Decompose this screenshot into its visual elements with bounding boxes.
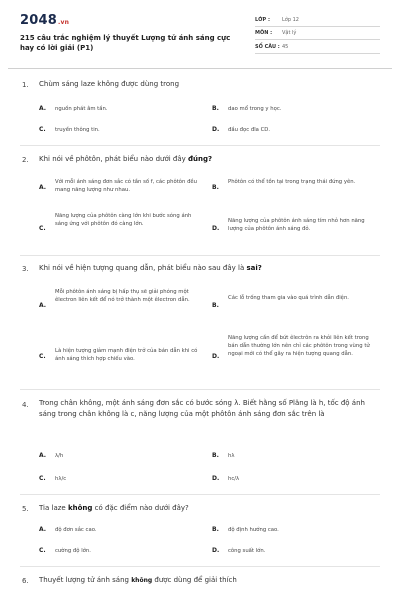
option-text[interactable]: Mỗi phôtôn ánh sáng bị hấp thụ sẽ giải phóng một êlectron liên kết để nó trở thành một êlectron dẫn. <box>55 289 190 303</box>
option-text[interactable]: Với mỗi ánh sáng đơn sắc có tần số f, các phôtôn đều mang năng lượng như nhau. <box>55 179 198 193</box>
option-letter[interactable]: D. <box>212 547 220 554</box>
meta-label-subject: MÔN : <box>255 30 273 36</box>
option-text[interactable]: nguồn phát âm tần. <box>55 106 108 112</box>
option-letter[interactable]: A. <box>39 526 47 533</box>
option-letter[interactable]: D. <box>212 126 220 133</box>
option-formula[interactable]: λ/h <box>55 453 64 459</box>
question-number: 5. <box>22 505 29 513</box>
option-letter[interactable]: B. <box>212 184 219 191</box>
option-text[interactable]: truyền thông tin. <box>55 127 100 133</box>
option-letter[interactable]: D. <box>212 475 220 482</box>
meta-divider <box>255 39 380 40</box>
option-letter[interactable]: A. <box>39 105 47 112</box>
option-letter[interactable]: C. <box>39 475 46 482</box>
option-letter[interactable]: B. <box>212 526 219 533</box>
question-number: 3. <box>22 265 29 273</box>
option-text[interactable]: cường độ lớn. <box>55 548 91 554</box>
option-letter[interactable]: D. <box>212 353 220 360</box>
option-letter[interactable]: A. <box>39 302 47 309</box>
option-formula[interactable]: hc/λ <box>228 476 240 482</box>
question-text: Chùm sáng laze không được dùng trong <box>39 80 180 88</box>
option-text[interactable]: Là hiện tượng giảm mạnh điện trở của bán dẫn khi có ánh sáng thích hợp chiếu vào. <box>55 348 198 362</box>
question-text: Trong chân không, một ánh sáng đơn sắc có bước sóng λ. Biết hằng số Plăng là h, tốc độ ánh sáng trong chân không là c, năng lượng của một phôtôn ánh sáng đơn sắc trên là <box>39 399 365 418</box>
question-divider <box>20 255 380 256</box>
option-text[interactable]: độ định hướng cao. <box>228 527 279 533</box>
option-letter[interactable]: A. <box>39 452 47 459</box>
page-title: 215 câu trắc nghiệm lý thuyết Lượng tử ánh sáng cực hay có lời giải (P1) <box>20 34 231 52</box>
meta-label-class: LỚP : <box>255 17 270 23</box>
question-divider <box>20 494 380 495</box>
question-number: 1. <box>22 81 29 89</box>
header-divider <box>8 68 392 69</box>
option-text[interactable]: công suất lớn. <box>228 548 266 554</box>
question-text: Thuyết lượng tử ánh sáng không được dùng để giải thích <box>39 576 237 584</box>
option-letter[interactable]: C. <box>39 353 46 360</box>
option-letter[interactable]: C. <box>39 126 46 133</box>
question-number: 2. <box>22 156 29 164</box>
question-divider <box>20 389 380 390</box>
meta-label-count: SỐ CÂU : <box>255 44 280 50</box>
question-divider <box>20 145 380 146</box>
question-number: 4. <box>22 401 29 409</box>
question-text: Khi nói về phôtôn, phát biểu nào dưới đây đúng? <box>39 155 213 163</box>
option-formula[interactable]: hλ <box>228 453 235 459</box>
meta-value-class: Lớp 12 <box>282 17 299 23</box>
option-text[interactable]: Phôtôn có thể tồn tại trong trạng thái đứng yên. <box>228 179 356 185</box>
question-divider <box>20 566 380 567</box>
meta-value-subject: Vật lý <box>282 30 297 36</box>
question-number: 6. <box>22 577 29 585</box>
question-text: Tia laze không có đặc điểm nào dưới đây? <box>39 504 189 512</box>
logo-suffix: .vn <box>57 19 70 26</box>
option-text[interactable]: Các lỗ trống tham gia vào quá trình dẫn điện. <box>228 295 349 301</box>
option-letter[interactable]: C. <box>39 547 46 554</box>
meta-value-count: 45 <box>282 44 289 50</box>
option-letter[interactable]: C. <box>39 225 46 232</box>
option-formula[interactable]: hλ/c <box>55 476 67 482</box>
option-letter[interactable]: B. <box>212 105 219 112</box>
meta-divider <box>255 53 380 54</box>
question-text: Khi nói về hiện tượng quang dẫn, phát biểu nào sau đây là sai? <box>39 264 262 272</box>
option-letter[interactable]: B. <box>212 302 219 309</box>
option-text[interactable]: Năng lượng cần để bứt êlectrôn ra khỏi liên kết trong bán dẫn thường lớn nên chỉ các phôtôn trong vùng tử ngoại mới có thể gây ra hiện tượng quang dẫn. <box>228 335 370 357</box>
option-text[interactable]: Năng lượng của phôtôn ánh sáng tím nhỏ hơn năng lượng của phôtôn ánh sáng đỏ. <box>228 218 365 232</box>
option-text[interactable]: độ đơn sắc cao. <box>55 527 97 533</box>
option-text[interactable]: dao mổ trong y học. <box>228 106 282 112</box>
option-letter[interactable]: D. <box>212 225 220 232</box>
option-text[interactable]: Năng lượng của phôtôn càng lớn khi bước sóng ánh sáng ứng với phôtôn đó càng lớn. <box>55 213 192 227</box>
option-letter[interactable]: A. <box>39 184 47 191</box>
meta-divider <box>255 26 380 27</box>
option-letter[interactable]: B. <box>212 452 219 459</box>
option-text[interactable]: đầu đọc đĩa CD. <box>228 127 271 133</box>
site-logo[interactable]: 2048.vn <box>20 13 70 28</box>
